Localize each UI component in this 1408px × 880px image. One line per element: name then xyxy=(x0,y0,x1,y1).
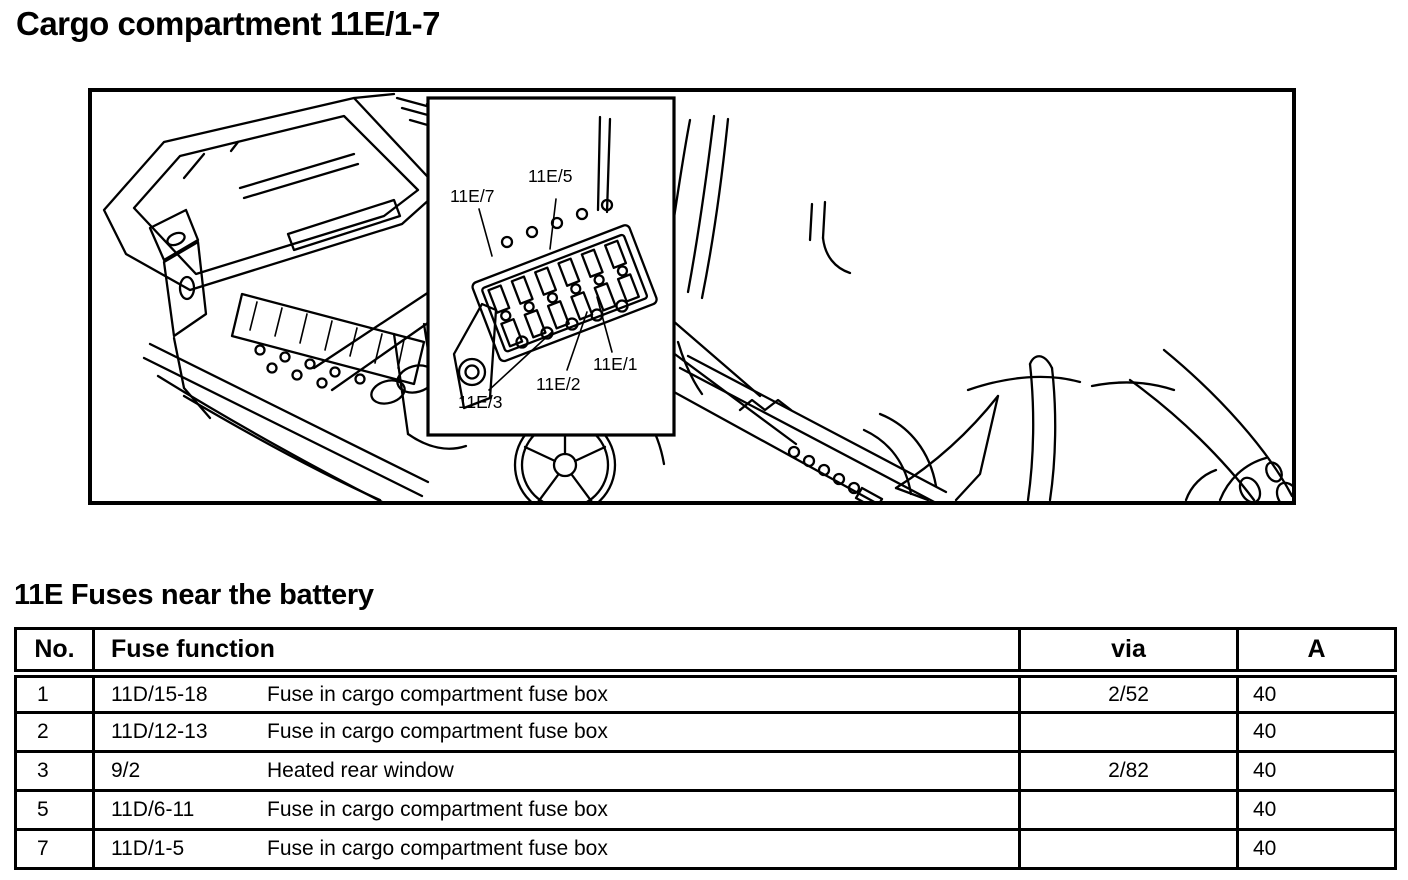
fuse-ref: 9/2 xyxy=(111,759,141,782)
table-row xyxy=(16,674,1396,713)
figure-panel xyxy=(88,88,1296,505)
fuse-ref: 11D/6-11 xyxy=(111,798,195,821)
cell-via xyxy=(1020,791,1238,830)
cell-via: 2/82 xyxy=(1020,752,1238,791)
fuse-box-location xyxy=(789,447,882,501)
cell-via xyxy=(1020,713,1238,752)
fuse-function-text: Fuse in cargo compartment fuse box xyxy=(267,682,608,706)
table-row xyxy=(16,752,1396,791)
table-header-row xyxy=(16,629,1396,674)
cell-function xyxy=(94,752,1020,791)
header-amps: A xyxy=(1238,629,1396,674)
cell-no: 2 xyxy=(16,713,94,752)
table-row xyxy=(16,830,1396,869)
fuse-function-text: Fuse in cargo compartment fuse box xyxy=(267,798,608,821)
fuse-ref: 11D/15-18 xyxy=(111,682,208,706)
cell-function xyxy=(94,791,1020,830)
tailgate xyxy=(104,98,440,290)
cell-function xyxy=(94,674,1020,713)
cell-function xyxy=(94,713,1020,752)
page-title: Cargo compartment 11E/1-7 xyxy=(16,5,440,42)
cell-no: 7 xyxy=(16,830,94,869)
cell-via xyxy=(1020,830,1238,869)
table-row xyxy=(16,791,1396,830)
figure-drawing xyxy=(92,92,1292,501)
fuse-function-text: Fuse in cargo compartment fuse box xyxy=(267,837,608,860)
cell-amps: 40 xyxy=(1238,830,1396,869)
fuse-function-text: Heated rear window xyxy=(267,759,454,782)
inset-label-11e1: 11E/1 xyxy=(593,354,638,374)
fuse-ref: 11D/12-13 xyxy=(111,720,208,743)
cell-no: 5 xyxy=(16,791,94,830)
cell-amps: 40 xyxy=(1238,713,1396,752)
header-via: via xyxy=(1020,629,1238,674)
section-heading: 11E Fuses near the battery xyxy=(14,579,374,611)
cell-amps: 40 xyxy=(1238,752,1396,791)
header-no: No. xyxy=(16,629,94,674)
fuse-table xyxy=(14,627,1397,870)
header-function: Fuse function xyxy=(94,629,1020,674)
inset-label-11e5: 11E/5 xyxy=(528,166,573,186)
fuse-function-text: Fuse in cargo compartment fuse box xyxy=(267,720,608,743)
table-row xyxy=(16,713,1396,752)
inset-label-11e2: 11E/2 xyxy=(536,374,581,394)
inset-label-11e7: 11E/7 xyxy=(450,186,495,206)
cell-amps: 40 xyxy=(1238,791,1396,830)
cell-amps: 40 xyxy=(1238,674,1396,713)
cargo-compartment-detail xyxy=(664,116,1292,501)
fuse-box-inset xyxy=(428,98,674,435)
cell-no: 1 xyxy=(16,674,94,713)
cell-no: 3 xyxy=(16,752,94,791)
inset-label-11e3: 11E/3 xyxy=(458,392,503,412)
cell-function xyxy=(94,830,1020,869)
cell-via: 2/52 xyxy=(1020,674,1238,713)
fuse-ref: 11D/1-5 xyxy=(111,837,185,860)
